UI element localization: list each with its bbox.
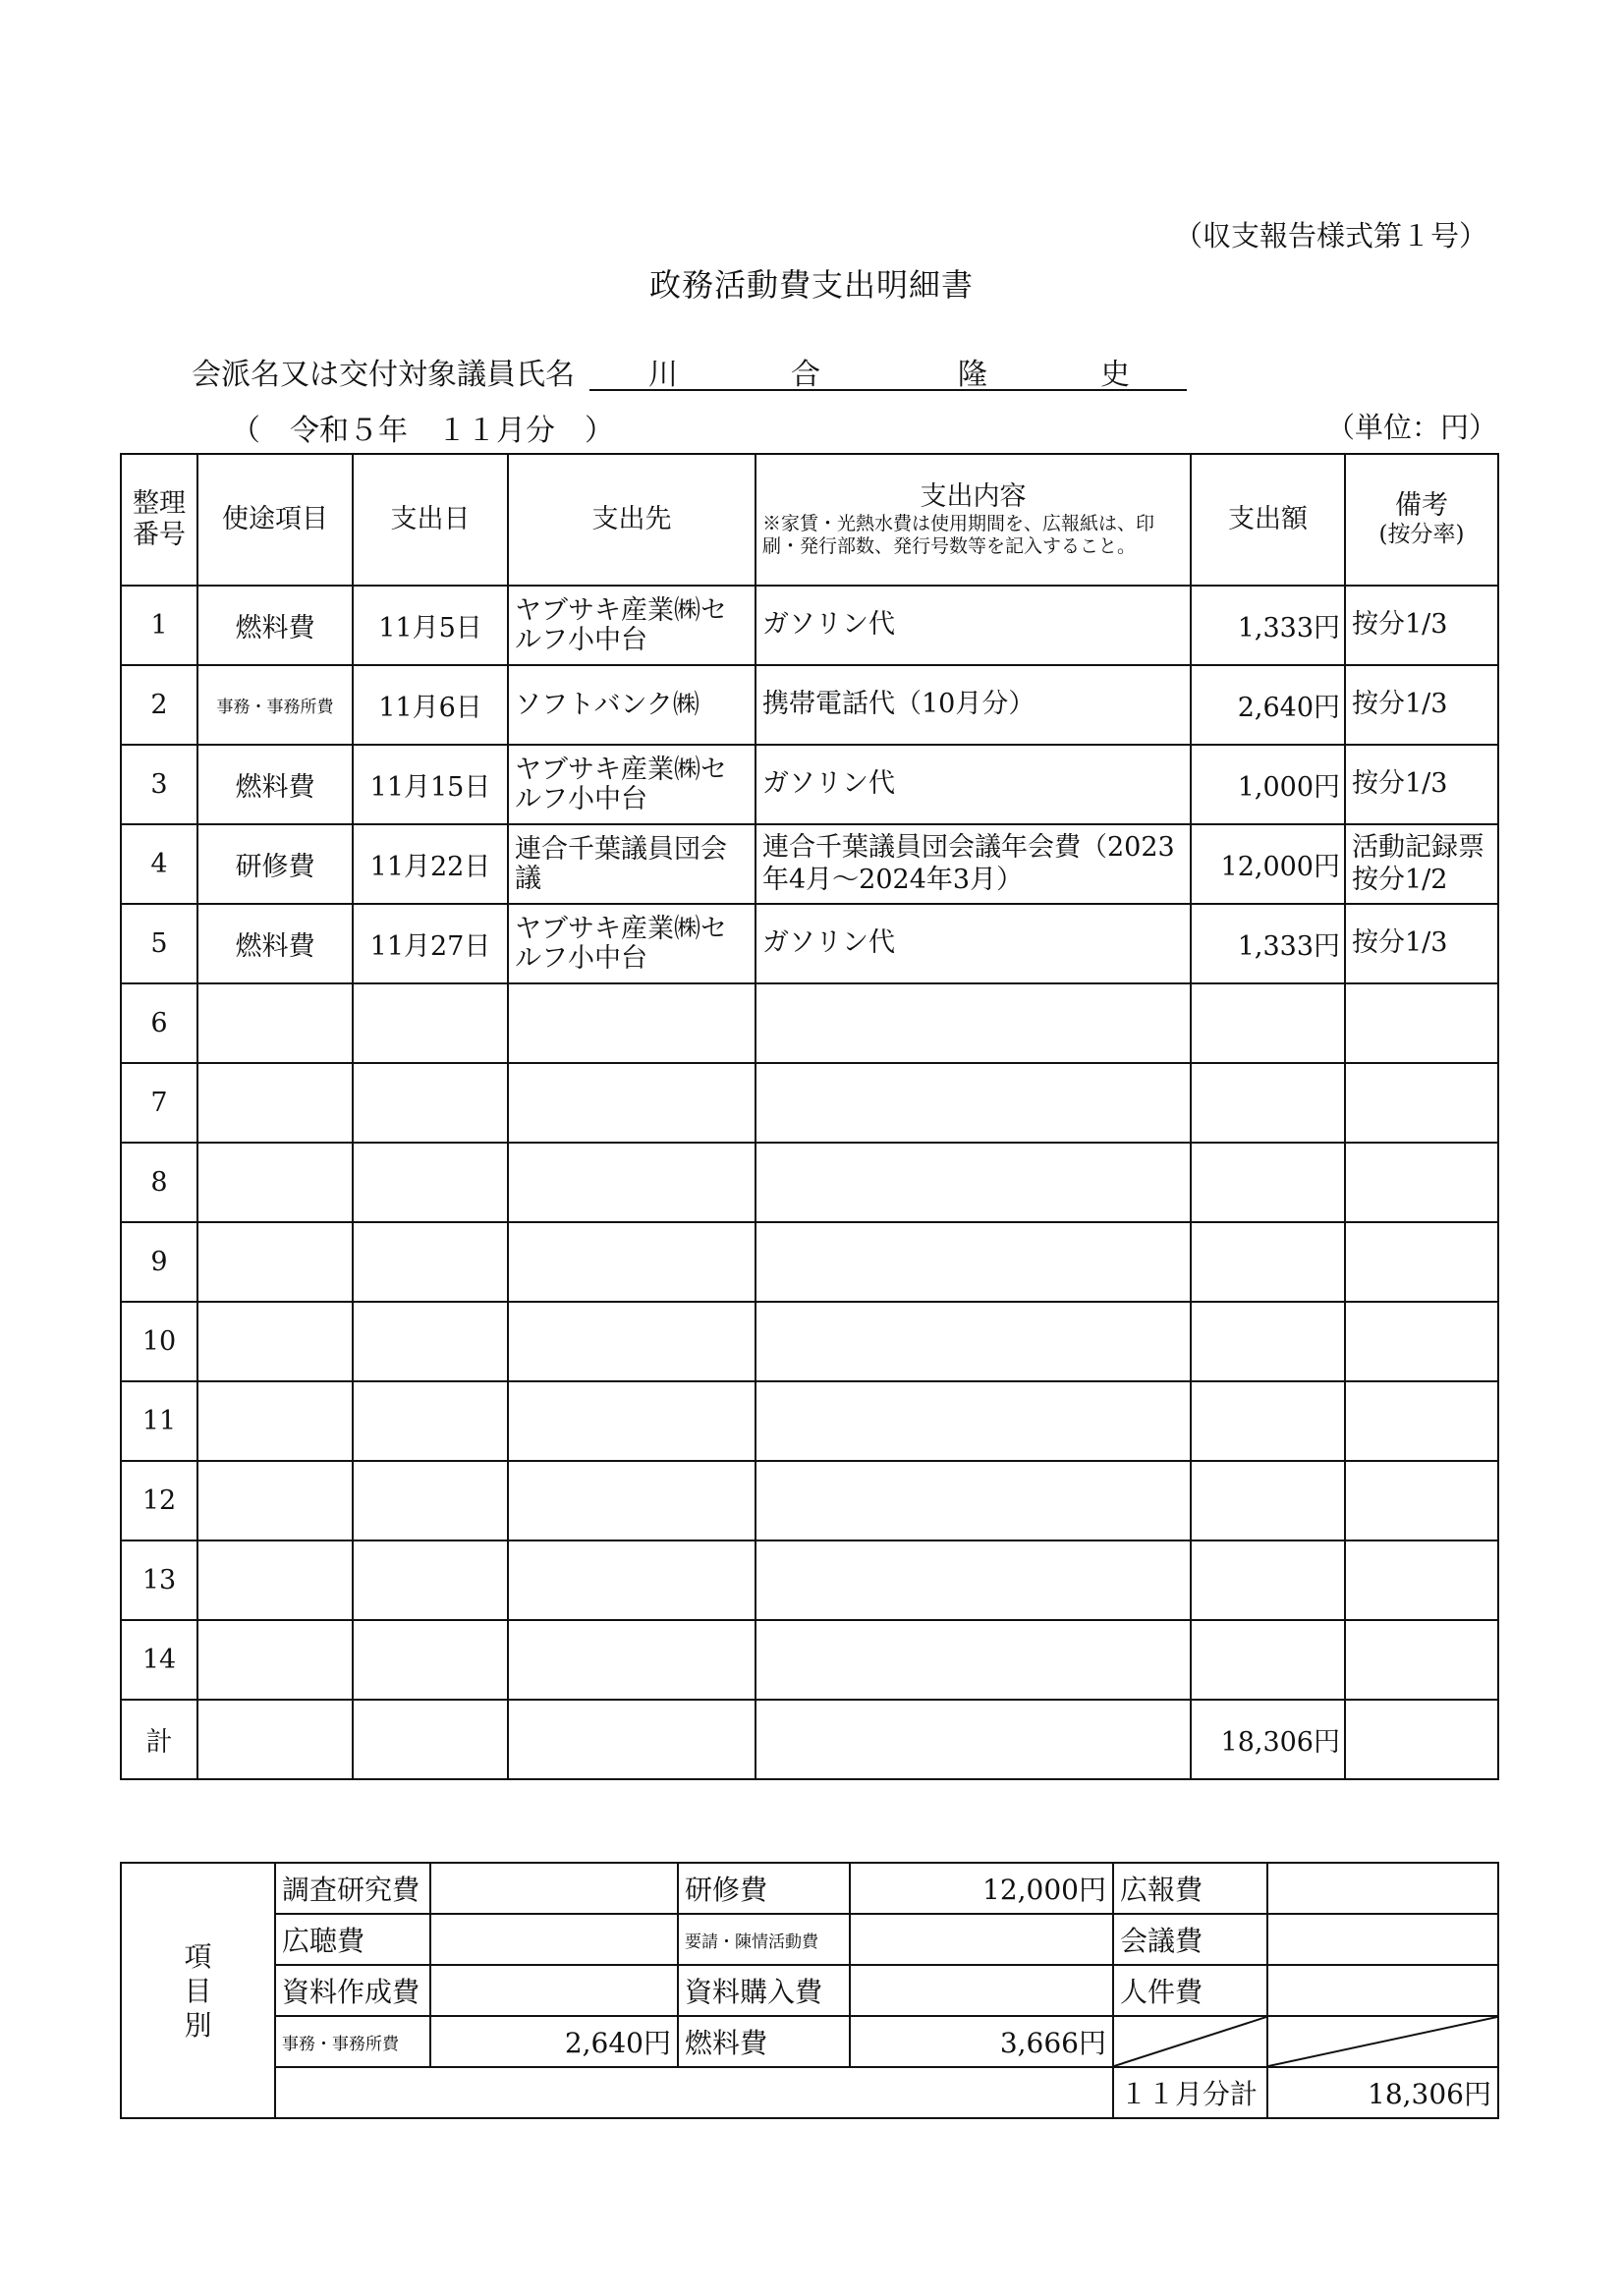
- table-row: [121, 1222, 1498, 1302]
- row-no: 11: [121, 1381, 197, 1461]
- row-date: [353, 1143, 508, 1222]
- member-name-char: 史: [1100, 358, 1130, 392]
- row-content: [756, 983, 1191, 1063]
- row-content: [756, 1620, 1191, 1700]
- table-row: [121, 824, 1498, 904]
- row-note: [1345, 1540, 1498, 1620]
- header-use: 使途項目: [197, 454, 353, 586]
- row-date: [353, 1540, 508, 1620]
- member-name-char: 川: [648, 358, 678, 392]
- row-payee: [508, 983, 756, 1063]
- row-content: [756, 1063, 1191, 1143]
- row-use: 研修費: [197, 824, 353, 904]
- row-payee: ソフトバンク㈱: [508, 665, 756, 745]
- row-amount: [1191, 1302, 1345, 1381]
- row-use: [197, 1620, 353, 1700]
- total-label: 計: [121, 1700, 197, 1779]
- row-content: ガソリン代: [756, 904, 1191, 983]
- row-note: [1345, 983, 1498, 1063]
- row-note: 按分1/3: [1345, 745, 1498, 824]
- header-note-label: 備考: [1395, 490, 1448, 521]
- row-no: 7: [121, 1063, 197, 1143]
- row-date: 11月15日: [353, 745, 508, 824]
- row-use: [197, 1143, 353, 1222]
- nenryo-label: 燃料費: [678, 2016, 850, 2067]
- row-note: [1345, 1222, 1498, 1302]
- row-amount: [1191, 1381, 1345, 1461]
- row-note: [1345, 1063, 1498, 1143]
- row-no: 12: [121, 1461, 197, 1540]
- row-amount: [1191, 983, 1345, 1063]
- row-content: [756, 1143, 1191, 1222]
- table-row: [121, 983, 1498, 1063]
- row-content: [756, 1381, 1191, 1461]
- table-row: [121, 1302, 1498, 1381]
- kocho-label: 広聴費: [275, 1914, 430, 1965]
- by-category-char: 目: [184, 1974, 212, 2007]
- nenryo-value: 3,666円: [850, 2016, 1113, 2067]
- total-blank: [197, 1700, 353, 1779]
- total-blank: [1345, 1700, 1498, 1779]
- row-use: [197, 983, 353, 1063]
- row-date: [353, 1302, 508, 1381]
- row-amount: [1191, 1540, 1345, 1620]
- header-content-label: 支出内容: [920, 481, 1027, 512]
- table-row: [121, 1461, 1498, 1540]
- blank-cell: [275, 2067, 1113, 2118]
- table-row: [121, 1540, 1498, 1620]
- yosei-label: 要請・陳情活動費: [678, 1914, 850, 1965]
- shiryo-sakusei-label: 資料作成費: [275, 1965, 430, 2016]
- row-payee: [508, 1540, 756, 1620]
- row-use: [197, 1381, 353, 1461]
- row-note: [1345, 1620, 1498, 1700]
- member-label: 会派名又は交付対象議員氏名: [192, 358, 575, 392]
- row-payee: [508, 1461, 756, 1540]
- by-category-label: [121, 1863, 275, 2118]
- diagonal-blank-cell: [1113, 2016, 1267, 2067]
- yosei-value: [850, 1914, 1113, 1965]
- total-row: [121, 1700, 1498, 1779]
- row-content: 携帯電話代（10月分）: [756, 665, 1191, 745]
- row-use: [197, 1222, 353, 1302]
- row-no: 5: [121, 904, 197, 983]
- kenshu-value: 12,000円: [850, 1863, 1113, 1914]
- row-payee: [508, 1302, 756, 1381]
- row-date: 11月22日: [353, 824, 508, 904]
- row-no: 9: [121, 1222, 197, 1302]
- header-note-sub: (按分率): [1378, 522, 1465, 548]
- row-payee: [508, 1222, 756, 1302]
- row-no: 8: [121, 1143, 197, 1222]
- row-use: [197, 1461, 353, 1540]
- row-payee: [508, 1620, 756, 1700]
- row-payee: [508, 1143, 756, 1222]
- row-amount: 1,333円: [1191, 586, 1345, 665]
- total-amount: 18,306円: [1191, 1700, 1345, 1779]
- kocho-value: [430, 1914, 678, 1965]
- row-no: 10: [121, 1302, 197, 1381]
- unit-label: （単位：円）: [1326, 411, 1498, 444]
- row-amount: [1191, 1461, 1345, 1540]
- row-use: [197, 1063, 353, 1143]
- expense-rows: [121, 586, 1498, 1779]
- by-category-char: 別: [184, 2008, 212, 2042]
- row-no: 3: [121, 745, 197, 824]
- row-amount: 2,640円: [1191, 665, 1345, 745]
- row-date: 11月6日: [353, 665, 508, 745]
- row-amount: [1191, 1620, 1345, 1700]
- header-payee: 支出先: [508, 454, 756, 586]
- row-date: [353, 1381, 508, 1461]
- category-summary-table: [120, 1862, 1499, 2119]
- header-amount: 支出額: [1191, 454, 1345, 586]
- table-row: [121, 1620, 1498, 1700]
- row-amount: 12,000円: [1191, 824, 1345, 904]
- row-content: ガソリン代: [756, 586, 1191, 665]
- member-name-field: [589, 350, 1187, 391]
- row-use: 燃料費: [197, 904, 353, 983]
- table-row: [121, 745, 1498, 824]
- row-no: 6: [121, 983, 197, 1063]
- row-content: [756, 1461, 1191, 1540]
- table-row: [121, 1381, 1498, 1461]
- shiryo-konyu-value: [850, 1965, 1113, 2016]
- koho-value: [1267, 1863, 1498, 1914]
- kaigi-value: [1267, 1914, 1498, 1965]
- table-row: [121, 586, 1498, 665]
- koho-label: 広報費: [1113, 1863, 1267, 1914]
- row-note: 按分1/3: [1345, 904, 1498, 983]
- row-date: [353, 1620, 508, 1700]
- row-payee: [508, 1063, 756, 1143]
- row-no: 2: [121, 665, 197, 745]
- row-note: [1345, 1381, 1498, 1461]
- table-row: [121, 1143, 1498, 1222]
- header-date: 支出日: [353, 454, 508, 586]
- shiryo-sakusei-value: [430, 1965, 678, 2016]
- row-payee: ヤブサキ産業㈱セルフ小中台: [508, 586, 756, 665]
- row-amount: [1191, 1063, 1345, 1143]
- expense-table: [120, 453, 1499, 1780]
- table-row: [121, 904, 1498, 983]
- member-name-char: 合: [791, 358, 820, 392]
- diagonal-blank-cell: [1267, 2016, 1498, 2067]
- header-note: [1345, 454, 1498, 586]
- header-content: [756, 454, 1191, 586]
- row-amount: [1191, 1143, 1345, 1222]
- row-content: [756, 1302, 1191, 1381]
- total-blank: [508, 1700, 756, 1779]
- jinken-value: [1267, 1965, 1498, 2016]
- row-note: [1345, 1143, 1498, 1222]
- by-category-char: 項: [184, 1939, 212, 1973]
- row-use: [197, 1302, 353, 1381]
- form-number-label: （収支報告様式第１号）: [1174, 219, 1488, 252]
- row-content: [756, 1222, 1191, 1302]
- row-no: 1: [121, 586, 197, 665]
- total-blank: [353, 1700, 508, 1779]
- kenshu-label: 研修費: [678, 1863, 850, 1914]
- row-note: 按分1/3: [1345, 665, 1498, 745]
- row-date: [353, 1222, 508, 1302]
- row-note: [1345, 1461, 1498, 1540]
- row-no: 4: [121, 824, 197, 904]
- row-date: [353, 1063, 508, 1143]
- row-use: 事務・事務所費: [197, 665, 353, 745]
- jinken-label: 人件費: [1113, 1965, 1267, 2016]
- row-amount: 1,333円: [1191, 904, 1345, 983]
- row-note: 活動記録票按分1/2: [1345, 824, 1498, 904]
- row-amount: 1,000円: [1191, 745, 1345, 824]
- row-use: 燃料費: [197, 586, 353, 665]
- row-payee: [508, 1381, 756, 1461]
- header-content-note: ※家賃・光熱水費は使用期間を、広報紙は、印刷・発行部数、発行号数等を記入すること。: [762, 513, 1155, 558]
- row-payee: 連合千葉議員団会議: [508, 824, 756, 904]
- jimu-value: 2,640円: [430, 2016, 678, 2067]
- document-title: 政務活動費支出明細書: [648, 266, 974, 304]
- diagonal-line: [1114, 2017, 1266, 2066]
- row-date: [353, 983, 508, 1063]
- row-note: [1345, 1302, 1498, 1381]
- jimu-label: 事務・事務所費: [275, 2016, 430, 2067]
- chosa-label: 調査研究費: [275, 1863, 430, 1914]
- reporting-period: （ 令和５年 １１月分 ）: [231, 414, 614, 448]
- row-date: 11月27日: [353, 904, 508, 983]
- row-use: 燃料費: [197, 745, 353, 824]
- month-total-value: 18,306円: [1267, 2067, 1498, 2118]
- row-no: 14: [121, 1620, 197, 1700]
- row-use: [197, 1540, 353, 1620]
- month-total-label: １１月分計: [1113, 2067, 1267, 2118]
- row-content: ガソリン代: [756, 745, 1191, 824]
- member-name-char: 隆: [958, 358, 987, 392]
- row-no: 13: [121, 1540, 197, 1620]
- header-no: 整理番号: [121, 454, 197, 586]
- row-payee: ヤブサキ産業㈱セルフ小中台: [508, 745, 756, 824]
- row-content: [756, 1540, 1191, 1620]
- table-row: [121, 1063, 1498, 1143]
- kaigi-label: 会議費: [1113, 1914, 1267, 1965]
- table-row: [121, 665, 1498, 745]
- row-payee: ヤブサキ産業㈱セルフ小中台: [508, 904, 756, 983]
- row-date: [353, 1461, 508, 1540]
- row-content: 連合千葉議員団会議年会費（2023年4月～2024年3月）: [756, 824, 1191, 904]
- row-note: 按分1/3: [1345, 586, 1498, 665]
- chosa-value: [430, 1863, 678, 1914]
- diagonal-line: [1268, 2017, 1497, 2066]
- row-amount: [1191, 1222, 1345, 1302]
- shiryo-konyu-label: 資料購入費: [678, 1965, 850, 2016]
- total-blank: [756, 1700, 1191, 1779]
- row-date: 11月5日: [353, 586, 508, 665]
